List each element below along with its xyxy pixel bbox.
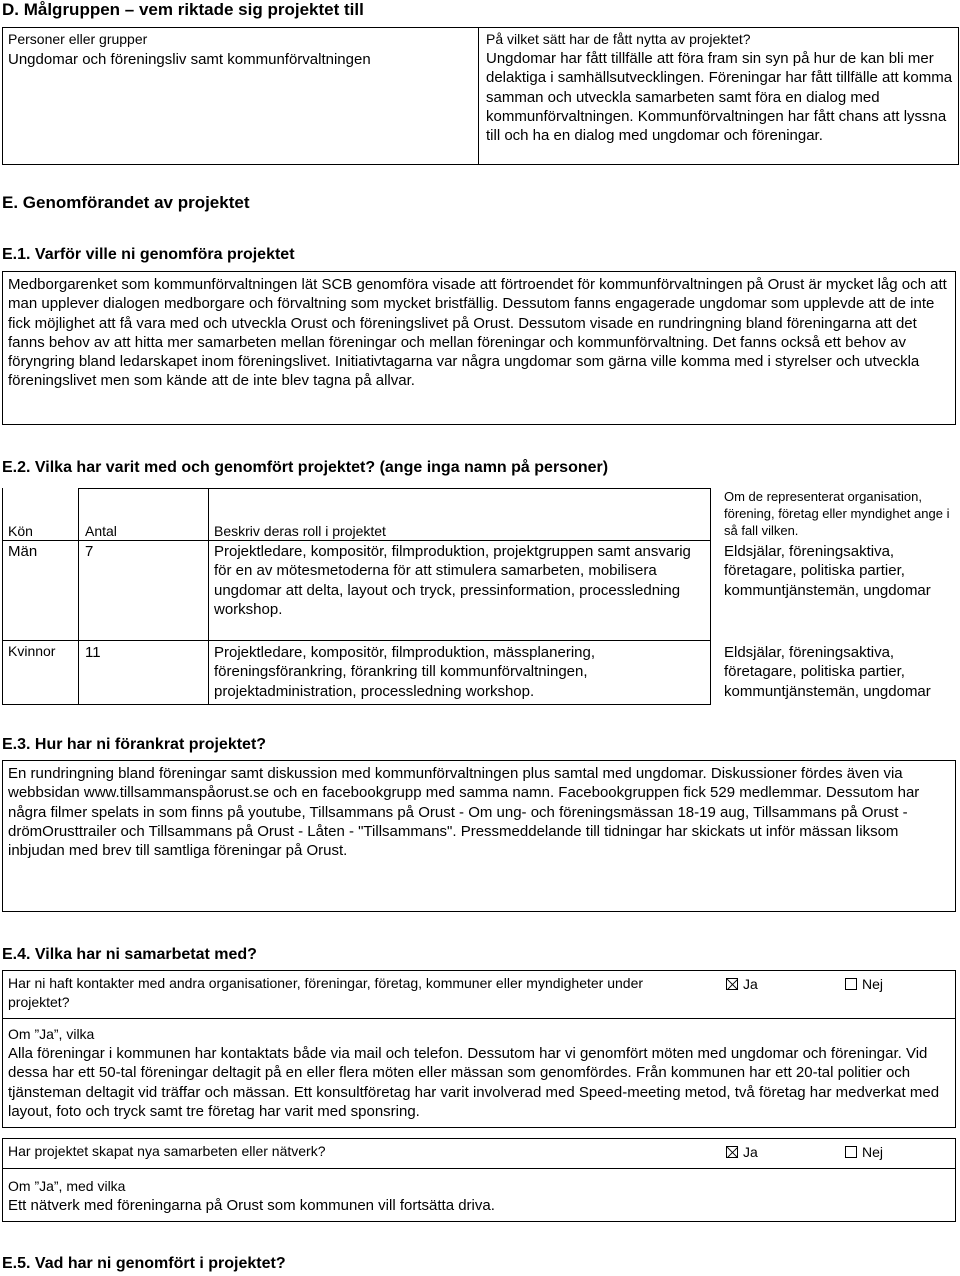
row-women-kon: Kvinnor (8, 643, 56, 659)
q1-question: Har ni haft kontakter med andra organisationer, föreningar, företag, kommuner eller myndigheter under projektet? (8, 975, 644, 1010)
e5-heading: E.5. Vad har ni genomfört i projektet? (2, 1255, 286, 1272)
col1-value: Ungdomar och föreningsliv samt kommunförvaltningen (8, 51, 371, 68)
q1-follow-label: Om ”Ja”, vilka (8, 1026, 95, 1042)
col1-header: Personer eller grupper (8, 31, 148, 47)
e2-heading: E.2. Vilka har varit med och genomfört projektet? (ange inga namn på personer) (2, 459, 609, 476)
section-e-heading: E. Genomförandet av projektet (2, 193, 250, 212)
q2-nej-checkbox[interactable] (845, 1146, 857, 1158)
q2-answer: Ett nätverk med föreningarna på Orust som kommunen vill fortsätta driva. (8, 1197, 495, 1214)
header-roll: Beskriv deras roll i projektet (214, 523, 386, 539)
header-kon: Kön (8, 523, 33, 539)
section-d-heading: D. Målgruppen – vem riktade sig projektet till (2, 0, 364, 19)
e3-heading: E.3. Hur har ni förankrat projektet? (2, 736, 267, 753)
q2-ja-label: Ja (743, 1144, 758, 1160)
q2-ja-checkbox[interactable] (726, 1146, 738, 1158)
row-women-org: Eldsjälar, föreningsaktiva, företagare, politiska partier, kommuntjänstemän, ungdomar (724, 644, 931, 700)
q1-answer: Alla föreningar i kommunen har kontaktats både via mail och telefon. Dessutom har vi genomfört möten med ungdomar och föreningar. Vid dessa har ett 50-tal föreningar deltagit på en eller flera möten eller mässan som genomfördes. Från kommunen har ett 20-tal politier och tjänsteman deltagit vid träffar och mässan. Ett konsultföretag har varit involverad med Speed-meeting metod, två företag har medverkat med layout, foto och tryck samt tre företag har varit med sponsring. (8, 1045, 940, 1120)
e3-text: En rundringning bland föreningar samt diskussion med kommunförvaltningen plus samtal med ungdomar. Diskussioner fördes även via webbsidan www.tillsammanspåorust.se och en facebookgrupp med samma namn. Facebookgruppen fick 529 medlemmar. Dessutom har några filmer spelats in som finns på youtube, Tillsammans på Orust - Om ung- och föreningsmässan 18-19 aug, Tillsammans på Orust - drömOrusttrailer och Tillsammans på Orust - Låten - "Tillsammans". Pressmeddelande till tidningar har skickats ut inför mässan liksom inbjudan med brev till samtliga föreningar på Orust. (8, 765, 920, 860)
e4-heading: E.4. Vilka har ni samarbetat med? (2, 946, 257, 963)
q2-question: Har projektet skapat nya samarbeten eller nätverk? (8, 1143, 326, 1159)
row-women-antal: 11 (85, 644, 101, 661)
q1-nej-option[interactable] (845, 975, 883, 994)
col2-value: Ungdomar har fått tillfälle att föra fram sin syn på hur de kan bli mer delaktiga i samhällsutvecklingen. Föreningar har fått tillfälle att komma samman och utveckla samarbeten samt föra en dialog med kommunförvaltningen. Kommunförvaltningen har fått chans att lyssna till och ha en dialog med ungdomar och föreningar. (486, 50, 953, 145)
q2-nej-option[interactable] (845, 1143, 883, 1162)
header-antal: Antal (85, 523, 117, 539)
q1-ja-checkbox[interactable] (726, 978, 738, 990)
q1-ja-label: Ja (743, 976, 758, 992)
row-men-roll: Projektledare, kompositör, filmproduktion, projektgruppen samt ansvarig för en av mötesmetoderna för att stimulera samarbeten, mobilisera ungdomar att delta, layout och tryck, pressinformation, processledning workshop. (214, 543, 691, 618)
q2-follow-label: Om ”Ja”, med vilka (8, 1178, 126, 1194)
row-men-org: Eldsjälar, föreningsaktiva, företagare, politiska partier, kommuntjänstemän, ungdomar (724, 543, 931, 599)
q2-nej-label: Nej (862, 1144, 884, 1160)
row-women-roll: Projektledare, kompositör, filmproduktion, mässplanering, föreningsförankring, förankring till kommunförvaltningen, projektadministration, processledning workshop. (214, 644, 596, 700)
row-men-antal: 7 (85, 543, 94, 560)
e1-text: Medborgarenket som kommunförvaltningen lät SCB genomföra visade att förtroendet för kommunförvaltningen på Orust är mycket låg och att man upplever dialogen medborgare och förvaltning som mycket bristfällig. Dessutom fanns engagerade ungdomar som upplevde att de inte fick möjlighet att få vara med och utveckla Orust och föreningslivet på Orust. Dessutom visade en rundringning bland föreningarna att det fanns behov av att hitta mer samarbeten mellan föreningar och mellan föreningar och kommunförvaltning. Det fanns också ett behov av föryngring bland ledarskapet inom föreningslivet. Initiativtagarna var några ungdomar som gärna ville komma med i styrelser och utveckla föreningslivet men som kände att de inte blev tagna på allvar. (8, 276, 947, 390)
q1-ja-option[interactable] (726, 975, 758, 994)
row-men-kon: Män (8, 543, 38, 560)
q2-ja-option[interactable] (726, 1143, 758, 1162)
e1-heading: E.1. Varför ville ni genomföra projektet (2, 246, 295, 263)
q1-nej-label: Nej (862, 976, 884, 992)
q1-nej-checkbox[interactable] (845, 978, 857, 990)
col2-header: På vilket sätt har de fått nytta av projektet? (486, 31, 751, 47)
header-org: Om de representerat organisation, förening, företag eller myndighet ange i så fall vilken. (724, 489, 950, 538)
